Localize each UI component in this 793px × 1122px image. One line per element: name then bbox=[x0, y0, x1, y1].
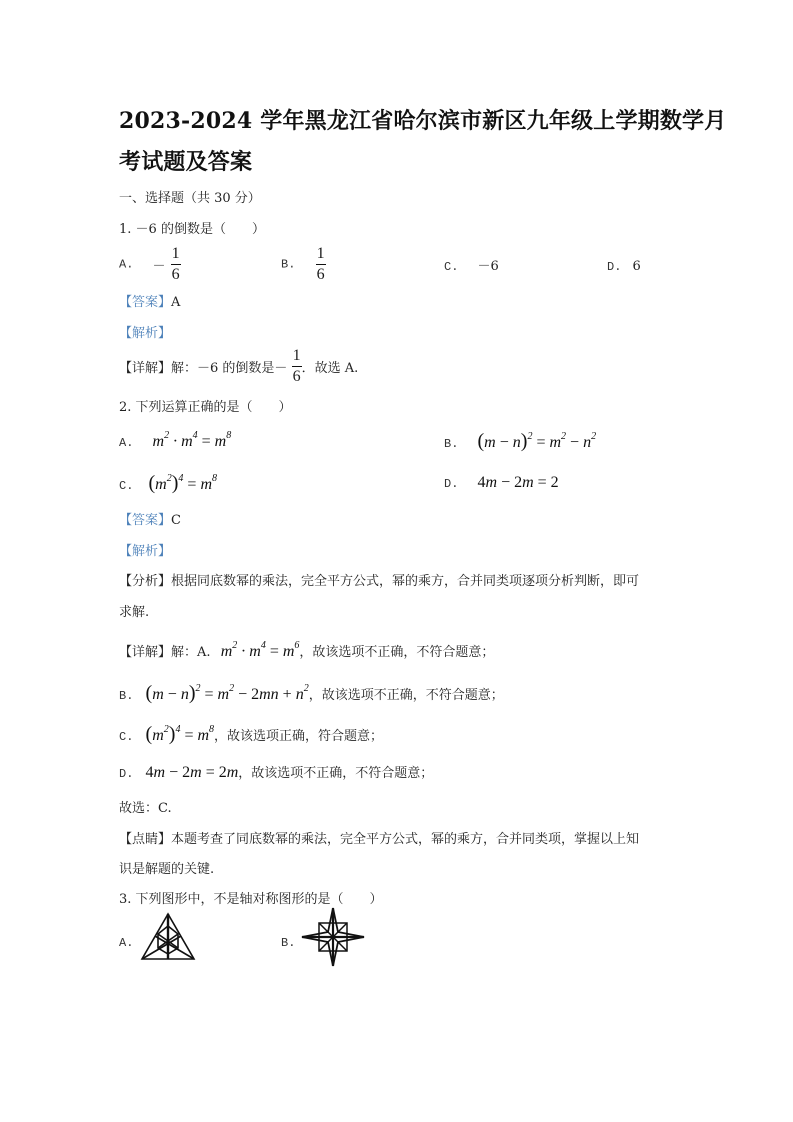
q2-fenxi bbox=[119, 570, 639, 589]
fraction bbox=[171, 245, 181, 284]
answer-value: A bbox=[171, 295, 181, 310]
q1-option-b bbox=[281, 245, 326, 284]
q1-option-d bbox=[607, 255, 641, 274]
detail-comment: ，故该选项不正确，不符合题意； bbox=[308, 688, 504, 703]
q1-stem: 1. －6 的倒数是（ ） bbox=[119, 222, 265, 237]
dianjing-label: 【点睛】 bbox=[119, 832, 172, 847]
math-expression: $(m^2)^4 = m^8$ bbox=[148, 472, 217, 494]
q1-detail bbox=[119, 347, 358, 386]
fraction-bar bbox=[316, 264, 326, 265]
math-expression: $m^2 \cdot m^4 = m^8$ bbox=[152, 430, 232, 450]
q2-conclusion: 故选：C. bbox=[119, 801, 172, 816]
detail-comment: ，故该选项不正确，不符合题意； bbox=[299, 645, 495, 660]
answer-label: 【答案】 bbox=[119, 295, 172, 310]
option-label: C. bbox=[119, 730, 134, 744]
document-title-line2: 考试题及答案 bbox=[119, 149, 253, 175]
detail-label: 【详解】 bbox=[119, 361, 172, 376]
q1-answer bbox=[119, 291, 180, 310]
option-label: B. bbox=[281, 936, 296, 950]
section-header: 一、选择题（共 30 分） bbox=[119, 191, 261, 206]
fenxi-text: 根据同底数幂的乘法，完全平方公式，幂的乘方，合并同类项逐项分析判断，即可 bbox=[171, 574, 640, 589]
q2-analysis-label: 【解析】 bbox=[119, 544, 172, 559]
minus-sign: － bbox=[152, 259, 166, 274]
option-label: B. bbox=[119, 689, 134, 703]
option-label: A. bbox=[119, 936, 134, 950]
q2-stem: 2. 下列运算正确的是（ ） bbox=[119, 400, 292, 415]
q1-analysis-label: 【解析】 bbox=[119, 326, 172, 341]
option-value: －6 bbox=[477, 259, 499, 274]
fraction-bar bbox=[171, 264, 181, 265]
option-label: C. bbox=[119, 479, 134, 493]
math-expression: $m^2 \cdot m^4 = m^6$ bbox=[220, 640, 300, 660]
option-label: B. bbox=[444, 437, 459, 451]
q2-detail-a bbox=[119, 640, 494, 661]
numerator: 1 bbox=[292, 347, 301, 364]
answer-label: 【答案】 bbox=[119, 513, 172, 528]
q2-dianjing bbox=[119, 828, 639, 847]
q2-detail-b bbox=[119, 682, 504, 705]
fraction-bar bbox=[292, 366, 302, 367]
detail-label: 【详解】 bbox=[119, 645, 172, 660]
answer-value: C bbox=[171, 513, 181, 528]
q2-option-c bbox=[119, 472, 217, 495]
option-value: 6 bbox=[632, 259, 641, 274]
detail-intro: 解：A. bbox=[171, 645, 211, 660]
q2-option-b bbox=[444, 430, 596, 453]
numerator: 1 bbox=[171, 245, 180, 262]
math-expression: 4m − 2m = 2m bbox=[145, 764, 239, 781]
document-title-line1: 2023-2024 学年黑龙江省哈尔滨市新区九年级上学期数学月 bbox=[119, 108, 727, 134]
q3-option-b-label bbox=[281, 931, 295, 950]
option-label: D. bbox=[444, 477, 459, 491]
fenxi-label: 【分析】 bbox=[119, 574, 172, 589]
denominator: 6 bbox=[316, 266, 325, 283]
fraction bbox=[292, 347, 302, 386]
detail-comment: ，故该选项正确，符合题意； bbox=[214, 729, 384, 744]
triangle-star-figure-icon bbox=[139, 912, 197, 962]
option-label: A. bbox=[119, 436, 134, 450]
q2-detail-c bbox=[119, 723, 383, 746]
q2-option-d bbox=[444, 472, 559, 492]
q2-detail-d bbox=[119, 762, 433, 782]
numerator: 1 bbox=[316, 245, 325, 262]
q1-option-c bbox=[444, 255, 499, 274]
math-expression: $(m^2)^4 = m^8$ bbox=[145, 723, 215, 745]
math-expression: $(m - n)^2 = m^2 - 2mn + n^2$ bbox=[145, 682, 309, 704]
option-label: A. bbox=[119, 257, 134, 272]
q2-option-a bbox=[119, 430, 231, 451]
denominator: 6 bbox=[292, 368, 301, 385]
option-label: B. bbox=[281, 257, 296, 272]
q2-answer bbox=[119, 509, 181, 528]
q1-option-a bbox=[119, 245, 181, 284]
denominator: 6 bbox=[171, 266, 180, 283]
q2-fenxi-cont: 求解. bbox=[119, 605, 150, 620]
dianjing-text: 本题考查了同底数幂的乘法，完全平方公式，幂的乘方，合并同类项，掌握以上知 bbox=[171, 832, 640, 847]
q3-option-a-label bbox=[119, 931, 133, 950]
detail-comment: ，故该选项不正确，不符合题意； bbox=[238, 766, 434, 781]
math-expression: $(m - n)^2 = m^2 - n^2$ bbox=[477, 430, 597, 452]
q2-dianjing-cont: 识是解题的关键. bbox=[119, 862, 215, 877]
q3-stem: 3. 下列图形中，不是轴对称图形的是（ ） bbox=[119, 892, 383, 907]
option-label: D. bbox=[119, 767, 134, 781]
option-label: C. bbox=[444, 260, 459, 274]
option-label: D. bbox=[607, 260, 622, 274]
fraction bbox=[316, 245, 326, 284]
detail-text: 解：－6 的倒数是－ bbox=[171, 361, 288, 376]
math-expression: 4m − 2m = 2 bbox=[477, 474, 559, 491]
eight-point-star-figure-icon bbox=[300, 906, 366, 968]
detail-text-end: ．故选 A. bbox=[301, 361, 359, 376]
